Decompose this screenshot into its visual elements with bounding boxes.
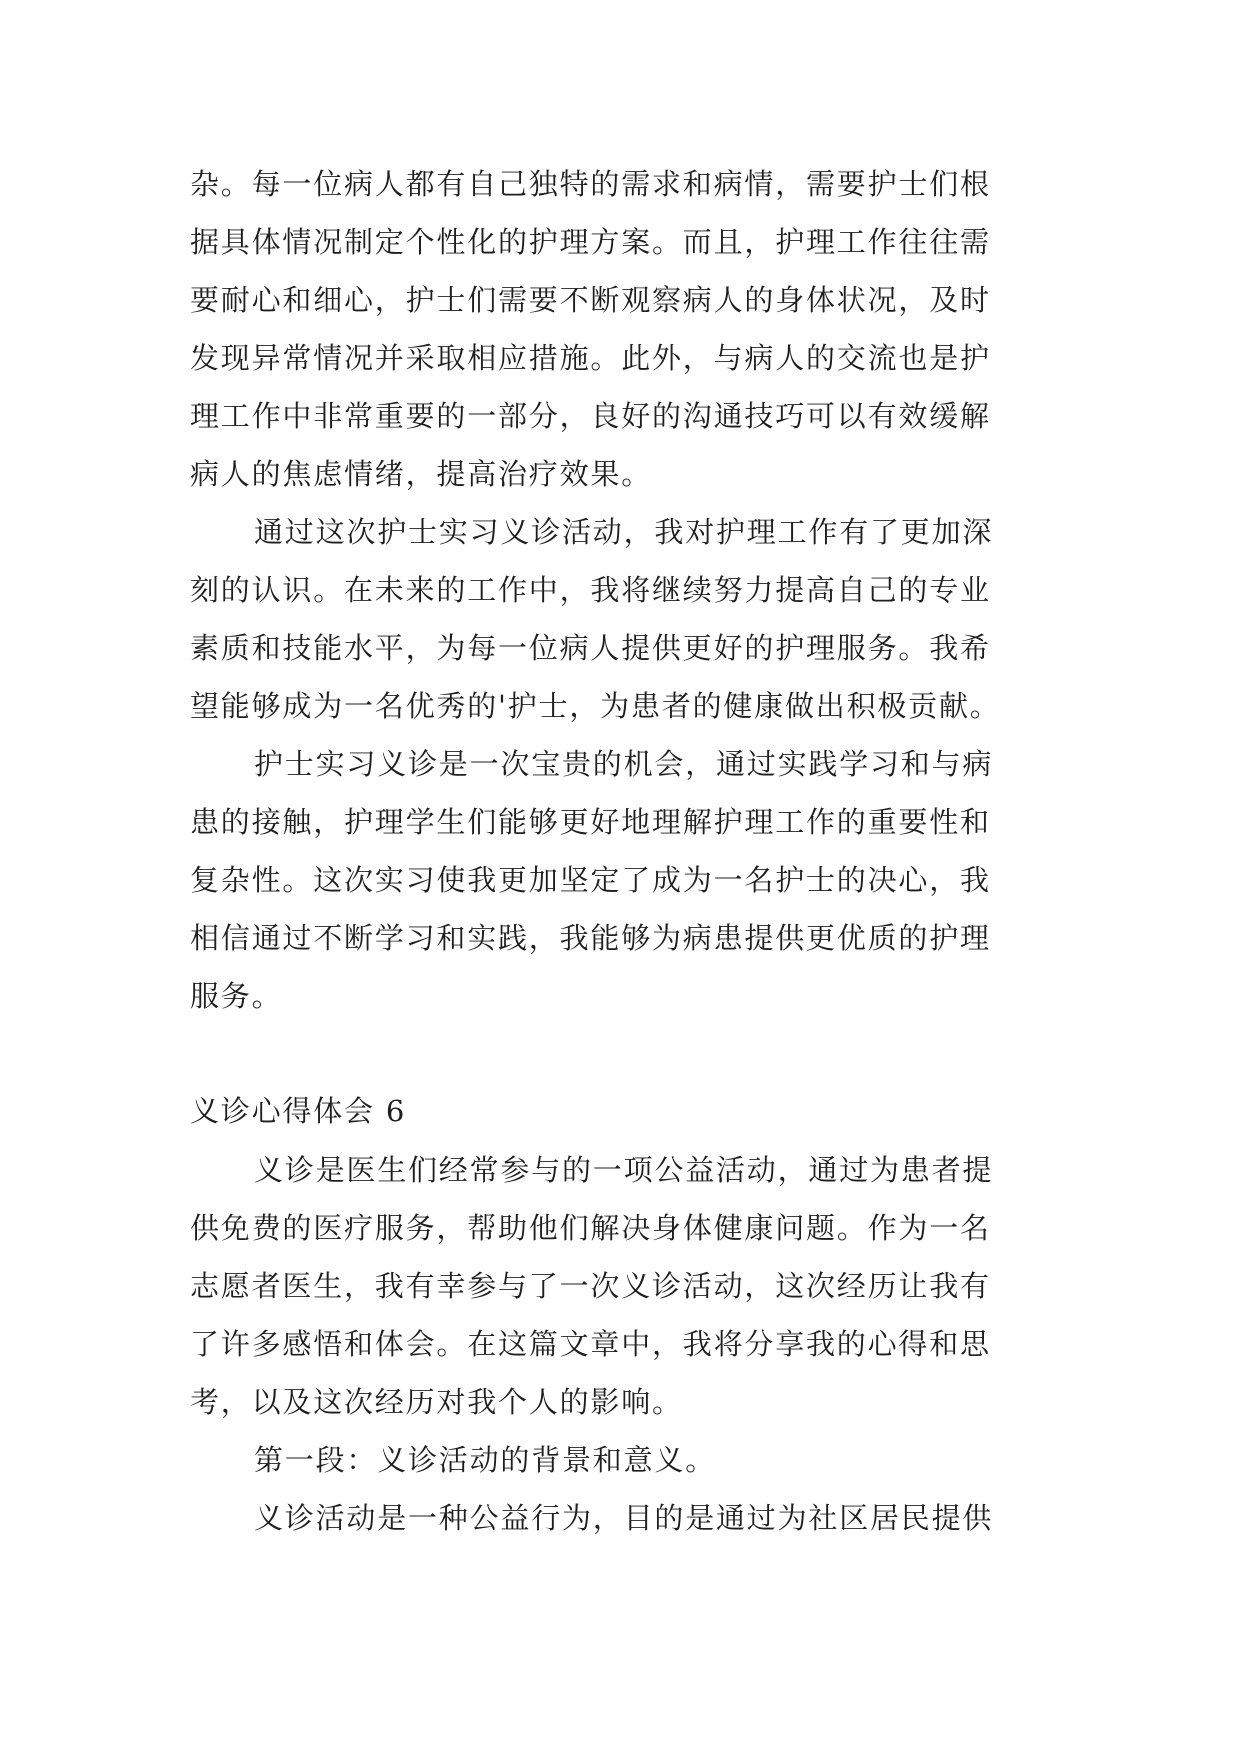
text-line: 服务。 xyxy=(190,979,283,1013)
text-line: 相信通过不断学习和实践，我能够为病患提供更优质的护理 xyxy=(190,921,991,955)
text-line: 志愿者医生，我有幸参与了一次义诊活动，这次经历让我有 xyxy=(190,1269,991,1303)
text-line: 病人的焦虑情绪，提高治疗效果。 xyxy=(190,457,653,491)
text-line: 第一段：义诊活动的背景和意义。 xyxy=(254,1443,717,1477)
text-line: 刻的认识。在未来的工作中，我将继续努力提高自己的专业 xyxy=(190,573,991,607)
text-line: 理工作中非常重要的一部分，良好的沟通技巧可以有效缓解 xyxy=(190,399,991,433)
text-line: 义诊是医生们经常参与的一项公益活动，通过为患者提 xyxy=(254,1153,994,1187)
text-line: 复杂性。这次实习使我更加坚定了成为一名护士的决心，我 xyxy=(190,863,991,897)
text-line: 据具体情况制定个性化的护理方案。而且，护理工作往往需 xyxy=(190,225,991,259)
text-line: 要耐心和细心，护士们需要不断观察病人的身体状况，及时 xyxy=(190,283,991,317)
section-heading: 义诊心得体会 6 xyxy=(190,1094,407,1128)
text-line: 杂。每一位病人都有自己独特的需求和病情，需要护士们根 xyxy=(190,167,991,201)
text-line: 通过这次护士实习义诊活动，我对护理工作有了更加深 xyxy=(254,515,994,549)
text-line: 发现异常情况并采取相应措施。此外，与病人的交流也是护 xyxy=(190,341,991,375)
text-line: 望能够成为一名优秀的'护士，为患者的健康做出积极贡献。 xyxy=(190,689,1001,723)
text-line: 患的接触，护理学生们能够更好地理解护理工作的重要性和 xyxy=(190,805,991,839)
text-line: 供免费的医疗服务，帮助他们解决身体健康问题。作为一名 xyxy=(190,1211,991,1245)
text-line: 了许多感悟和体会。在这篇文章中，我将分享我的心得和思 xyxy=(190,1327,991,1361)
text-line: 义诊活动是一种公益行为，目的是通过为社区居民提供 xyxy=(254,1501,994,1535)
text-line: 素质和技能水平，为每一位病人提供更好的护理服务。我希 xyxy=(190,631,991,665)
text-line: 护士实习义诊是一次宝贵的机会，通过实践学习和与病 xyxy=(254,747,994,781)
text-line: 考，以及这次经历对我个人的影响。 xyxy=(190,1385,683,1419)
